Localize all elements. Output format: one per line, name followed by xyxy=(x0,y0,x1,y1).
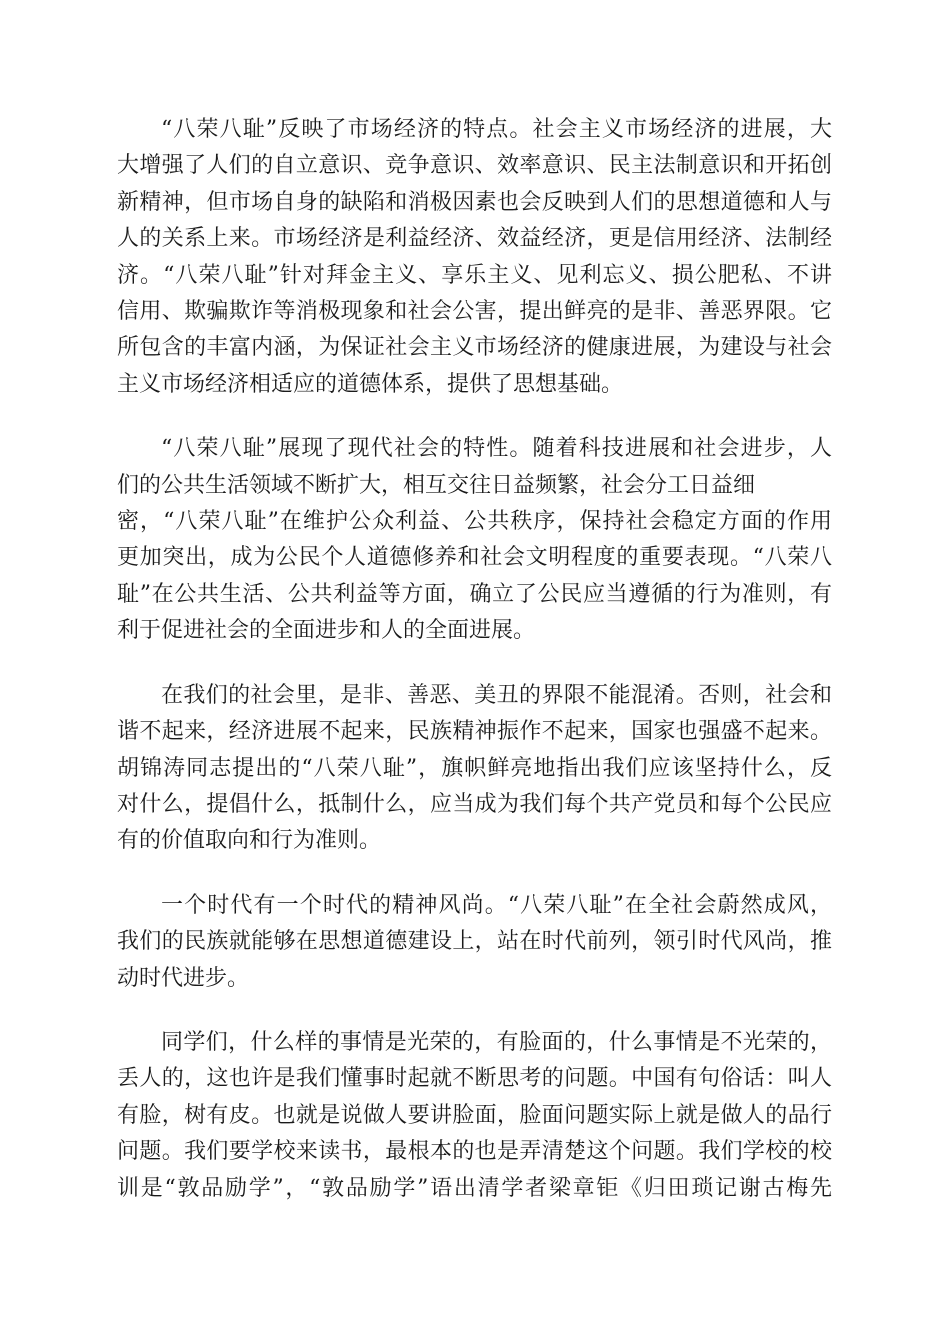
text-line: “八荣八耻”展现了现代社会的特性。随着科技进展和社会进步，人 xyxy=(161,436,832,462)
text-line: 同学们，什么样的事情是光荣的，有脸面的，什么事情是不光荣的， xyxy=(161,1029,832,1055)
text-line: 人的关系上来。市场经济是利益经济、效益经济，更是信用经济、法制经 xyxy=(117,226,832,252)
text-line: 问题。我们要学校来读书，最根本的也是弄清楚这个问题。我们学校的校 xyxy=(117,1139,832,1165)
text-line: 对什么，提倡什么，抵制什么，应当成为我们每个共产党员和每个公民应 xyxy=(117,791,832,817)
paragraph-students xyxy=(117,1025,832,1207)
paragraph-era-spirit xyxy=(117,888,832,997)
paragraph-market-economy xyxy=(117,112,832,403)
text-line: 们的公共生活领域不断扩大，相互交往日益频繁，社会分工日益细 xyxy=(117,472,756,498)
text-line: 谐不起来，经济进展不起来，民族精神振作不起来，国家也强盛不起来。 xyxy=(117,719,832,745)
text-line: 利于促进社会的全面进步和人的全面进展。 xyxy=(117,618,536,644)
text-line: 丢人的，这也许是我们懂事时起就不断思考的问题。中国有句俗话：叫人 xyxy=(117,1066,832,1092)
text-line: 主义市场经济相适应的道德体系，提供了思想基础。 xyxy=(117,371,624,397)
paragraph-right-and-wrong xyxy=(117,678,832,860)
text-line: 耻”在公共生活、公共利益等方面，确立了公民应当遵循的行为准则，有 xyxy=(117,581,832,607)
text-line: 有的价值取向和行为准则。 xyxy=(117,828,382,854)
text-line: 有脸，树有皮。也就是说做人要讲脸面，脸面问题实际上就是做人的品行 xyxy=(117,1102,832,1128)
document-body xyxy=(117,112,832,1235)
text-line: 训是“敦品励学”，“敦品励学”语出清学者梁章钜《归田琐记谢古梅先 xyxy=(117,1175,832,1201)
text-line: 动时代进步。 xyxy=(117,965,250,991)
text-line: 我们的民族就能够在思想道德建设上，站在时代前列，领引时代风尚，推 xyxy=(117,929,832,955)
text-line: 胡锦涛同志提出的“八荣八耻”，旗帜鲜亮地指出我们应该坚持什么，反 xyxy=(117,755,832,781)
text-line: 更加突出，成为公民个人道德修养和社会文明程度的重要表现。“八荣八 xyxy=(117,545,832,571)
text-line: 在我们的社会里，是非、善恶、美丑的界限不能混淆。否则，社会和 xyxy=(161,682,832,708)
text-line: 所包含的丰富内涵，为保证社会主义市场经济的健康进展，为建设与社会 xyxy=(117,335,832,361)
text-line: 济。“八荣八耻”针对拜金主义、享乐主义、见利忘义、损公肥私、不讲 xyxy=(117,262,832,288)
text-line: 密，“八荣八耻”在维护公众利益、公共秩序，保持社会稳定方面的作用 xyxy=(117,509,832,535)
text-line: 新精神，但市场自身的缺陷和消极因素也会反映到人们的思想道德和人与 xyxy=(117,189,832,215)
text-line: 信用、欺骗欺诈等消极现象和社会公害，提出鲜亮的是非、善恶界限。它 xyxy=(117,299,832,325)
paragraph-modern-society xyxy=(117,431,832,649)
text-line: 大增强了人们的自立意识、竞争意识、效率意识、民主法制意识和开拓创 xyxy=(117,153,832,179)
text-line: “八荣八耻”反映了市场经济的特点。社会主义市场经济的进展，大 xyxy=(161,117,832,142)
text-line: 一个时代有一个时代的精神风尚。“八荣八耻”在全社会蔚然成风， xyxy=(161,892,832,918)
